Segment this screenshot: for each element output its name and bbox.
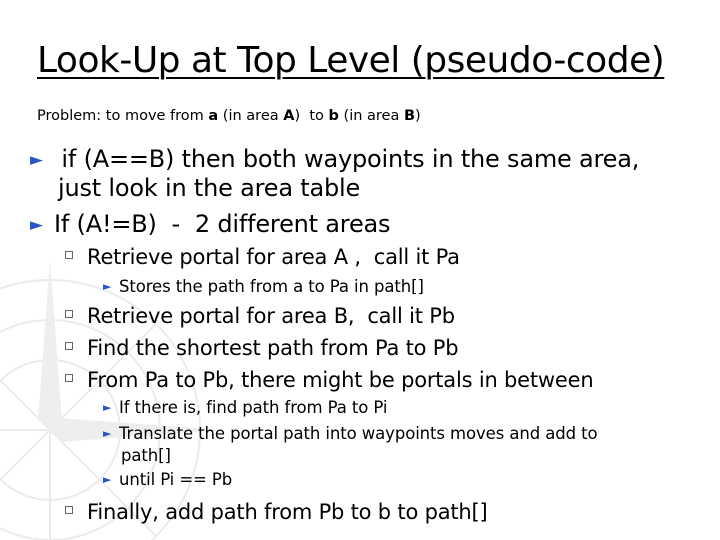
sub-sub-bullet-translate-path: ► Translate the portal path into waypoints moves and add to (103, 424, 598, 443)
square-bullet-icon (65, 251, 73, 259)
square-bullet-icon (65, 342, 73, 350)
arrow-bullet-icon: ► (103, 401, 112, 414)
arrow-bullet-icon: ► (103, 427, 112, 440)
sub-sub-bullet-find-path: ► If there is, find path from Pa to Pi (103, 398, 388, 417)
sub-bullet-shortest-path: Find the shortest path from Pa to Pb (65, 336, 458, 360)
square-bullet-icon (65, 374, 73, 382)
sub-bullet-finally: Finally, add path from Pb to b to path[] (65, 500, 488, 524)
slide-title: Look-Up at Top Level (pseudo-code) (37, 40, 665, 81)
arrow-bullet-icon: ► (30, 215, 43, 235)
sub-sub-bullet-stores-path: ► Stores the path from a to Pa in path[] (103, 277, 424, 296)
sub-bullet-retrieve-portal-b: Retrieve portal for area B, call it Pb (65, 304, 455, 328)
arrow-bullet-icon: ► (103, 473, 112, 486)
sub-sub-bullet-translate-path-continued: path[] (121, 446, 171, 465)
sub-sub-bullet-until: ► until Pi == Pb (103, 470, 233, 489)
sub-bullet-portals-between: From Pa to Pb, there might be portals in between (65, 368, 593, 392)
arrow-bullet-icon: ► (103, 280, 112, 293)
bullet-same-area-continued: just look in the area table (58, 174, 361, 202)
problem-statement: Problem: to move from a (in area A) to b (in area B) (37, 108, 421, 124)
sub-bullet-retrieve-portal-a: Retrieve portal for area A , call it Pa (65, 245, 460, 269)
square-bullet-icon (65, 506, 73, 514)
bullet-different-areas: ► If (A!=B) - 2 different areas (30, 210, 391, 238)
square-bullet-icon (65, 310, 73, 318)
arrow-bullet-icon: ► (30, 150, 43, 170)
bullet-same-area: ► if (A==B) then both waypoints in the same area, (30, 145, 640, 173)
